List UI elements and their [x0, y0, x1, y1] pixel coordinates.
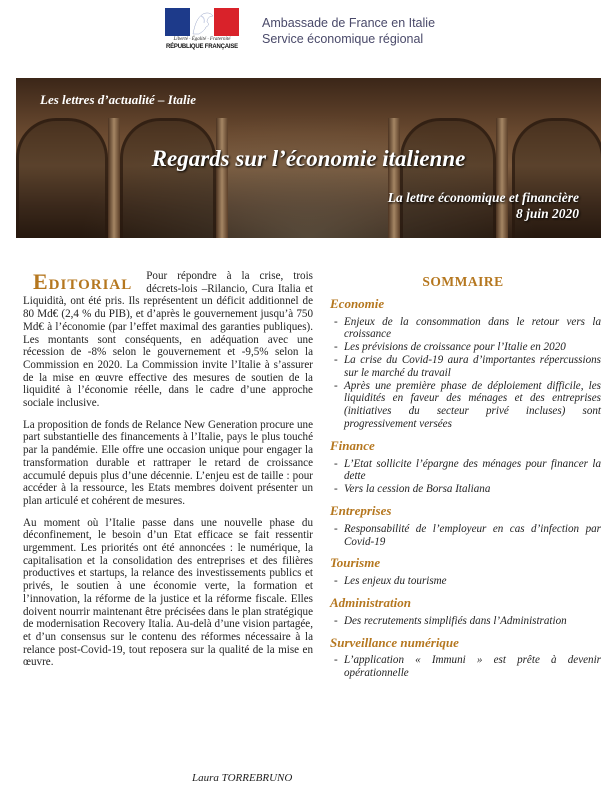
newsletter-title: Regards sur l’économie italienne [151, 146, 466, 171]
section-title-tourisme: Tourisme [330, 555, 381, 571]
section-title-finance: Finance [330, 437, 375, 453]
banner-arch [16, 118, 108, 238]
editorial-heading: Editorial [33, 269, 133, 294]
list-item[interactable]: - Les prévisions de croissance pour l’Italie en 2020 [334, 341, 601, 354]
issue-date: 8 juin 2020 [515, 206, 579, 221]
cover-banner [16, 78, 601, 238]
ambassade-name: Ambassade de France en Italie [262, 16, 436, 30]
list-item[interactable]: - Enjeux de la consommation dans le retour vers la croissance [334, 316, 601, 342]
section-title-economie: Economie [330, 295, 385, 311]
page-header [0, 0, 616, 72]
list-item[interactable]: - L’application « Immuni » est prête à devenir opérationnelle [334, 654, 601, 680]
motto-text: Liberté · Égalité · Fraternité [173, 37, 231, 42]
list-item[interactable]: - Vers la cession de Borsa Italiana [334, 483, 601, 496]
list-item[interactable]: - Les enjeux du tourisme [334, 575, 601, 588]
section-title-surveillance: Surveillance numérique [330, 634, 459, 650]
section-list-entreprises [325, 523, 601, 549]
list-item[interactable]: - Après une première phase de déploiement difficile, les liquidités en faveur des ménages et des entreprises (initiatives du secteur privé incluses) sont progressivement versées [334, 380, 601, 431]
banner-column [108, 118, 120, 238]
list-item[interactable]: - Des recrutements simplifiés dans l’Administration [334, 615, 601, 628]
republique-francaise-logo [165, 8, 239, 52]
issuer-block [262, 15, 435, 47]
section-list-finance [325, 458, 601, 496]
series-title: Les lettres d’actualité – Italie [40, 92, 196, 107]
section-list-administration [325, 615, 601, 628]
section-list-tourisme [325, 575, 601, 588]
section-title-administration: Administration [330, 594, 411, 610]
editorial-signature: Laura TORREBRUNO [192, 772, 293, 784]
list-item[interactable]: - L’Etat sollicite l’épargne des ménages pour financer la dette [334, 458, 601, 484]
marianne-icon [187, 10, 217, 36]
banner-arch [120, 118, 216, 238]
editorial-paragraph: Au moment où l’Italie passe dans une nouvelle phase du déconfinement, le besoin d’un Etat efficace se fait ressentir urgemment. Les priorités ont été annoncées : le numérique, la capitalisation et la consolidation des entreprises et des filières productives et startups, la relance des investissements publics et privés, le soutien à une économie verte, la formation et l’innovation, la réforme de la justice et la réforme fiscale. Elles doivent nourrir maintenant être précisées dans le plan stratégique de modernisation Recovery Italia. Au-delà d’une vision partagée, et d’un consensus sur le contenu des réformes nécessaire à la relance post-Covid-19, tout reposera sur la qualité de la mise en œuvre. [23, 516, 313, 669]
section-title-entreprises: Entreprises [330, 502, 392, 518]
editorial-column [23, 270, 313, 678]
section-list-economie [325, 316, 601, 431]
editorial-paragraph: La proposition de fonds de Relance New Generation procure une part substantielle des financements à l’Italie, pays le plus touché par la pandémie. Elle offre une occasion unique pour engager la transformation durable et rattraper le retard de croissance accumulé depuis plus d’une décennie. L’enjeu est de taille : pour accéder à la ressource, les Etats membres doivent présenter un plan articulé et cohérent de mesures. [23, 418, 313, 507]
banner-subtitle [388, 190, 579, 222]
editorial-paragraph: Pour répondre à la crise, trois décrets-lois –Rilancio, Cura Italia et Liquidità, ont été pris. Ils représentent un déficit additionnel de 80 Md€ (2,4 % du PIB), et d’après le gouvernement jusqu’à 750 Md€ à l’économie (par l’effet maximal des garanties publiques). Les montants sont conséquents, en adéquation avec une récession de -8% selon le gouvernement et -9,5% selon la Commission en 2020. La Commission invite l’Italie à s’assurer de la mise en œuvre effective des mesures de soutien de la liquidité à l’économie réelle, dans le cadre d’une approche sociale inclusive. [23, 270, 313, 410]
sommaire-column [325, 270, 601, 689]
newsletter-subtitle: La lettre économique et financière [387, 190, 579, 205]
service-name: Service économique régional [262, 32, 424, 46]
list-item[interactable]: - La crise du Covid-19 aura d’importantes répercussions sur le marché du travail [334, 354, 601, 380]
republique-label: RÉPUBLIQUE FRANÇAISE [165, 44, 238, 50]
sommaire-heading: SOMMAIRE [422, 274, 504, 289]
section-list-surveillance [325, 654, 601, 680]
list-item[interactable]: - Responsabilité de l’employeur en cas d’infection par Covid-19 [334, 523, 601, 549]
banner-column [216, 118, 228, 238]
